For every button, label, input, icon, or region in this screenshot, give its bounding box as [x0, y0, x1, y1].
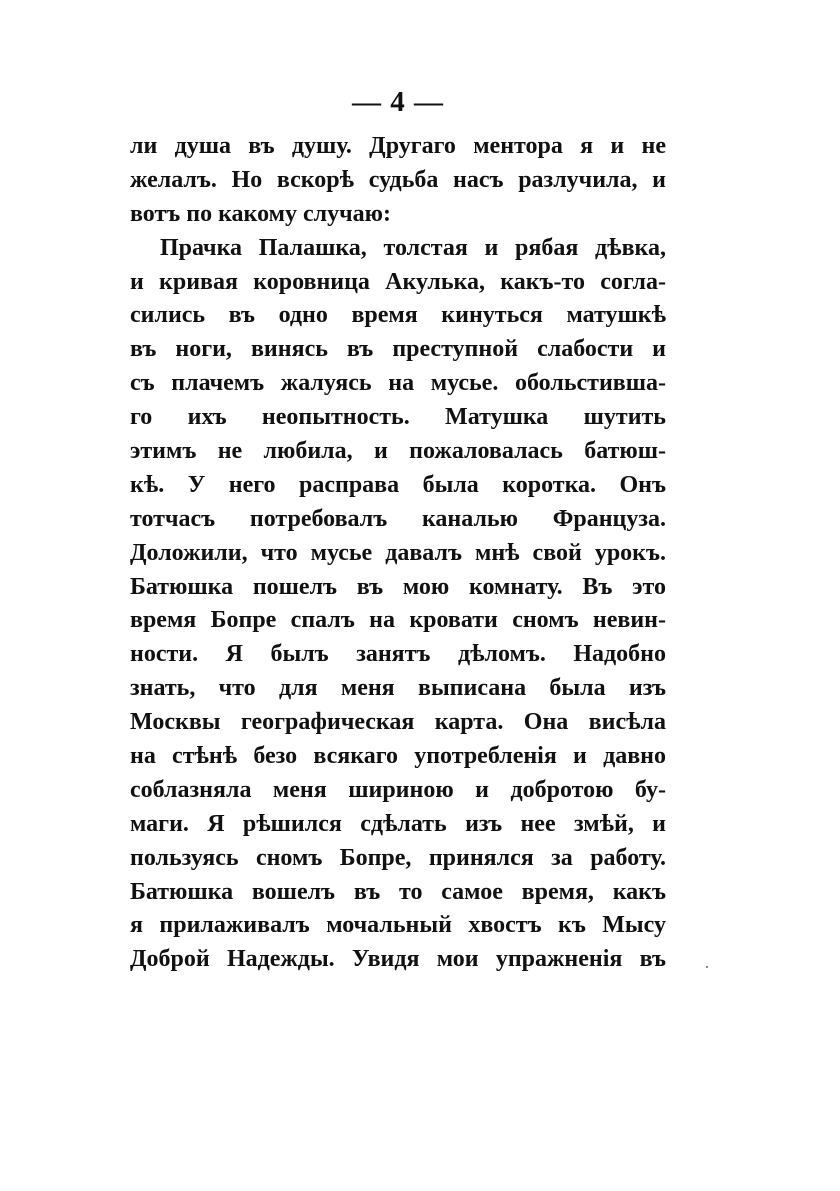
- text-line: и кривая коровница Акулька, какъ-то согла-: [130, 268, 666, 295]
- text-line: ности. Я былъ занятъ дѣломъ. Надобно: [130, 641, 666, 668]
- text-line: соблазняла меня шириною и добротою бу-: [130, 776, 666, 803]
- text-line: время Бопре спалъ на кровати сномъ невин-: [130, 607, 666, 634]
- text-line: вотъ по какому случаю:: [130, 200, 391, 227]
- text-line: ли душа въ душу. Другаго ментора я и не: [130, 133, 666, 159]
- text-line: Доброй Надежды. Увидя мои упражненія въ: [130, 946, 666, 973]
- text-line: Москвы географическая карта. Она висѣла: [130, 709, 666, 736]
- body-text: [130, 130, 666, 977]
- text-line: Батюшка вошелъ въ то самое время, какъ: [130, 878, 666, 905]
- text-line: въ ноги, винясь въ преступной слабости и: [130, 336, 666, 363]
- text-line: сились въ одно время кинуться матушкѣ: [130, 302, 666, 329]
- text-line: съ плачемъ жалуясь на мусье. обольстивша-: [130, 370, 666, 397]
- text-line: Батюшка пошелъ въ мою комнату. Въ это: [130, 573, 666, 600]
- text-line: Доложили, что мусье давалъ мнѣ свой урокъ.: [130, 539, 666, 566]
- text-line: я прилаживалъ мочальный хвостъ къ Мысу: [130, 912, 666, 939]
- text-line: тотчасъ потребовалъ каналью Француза.: [130, 505, 666, 532]
- text-line: Прачка Палашка, толстая и рябая дѣвка,: [160, 234, 666, 261]
- text-line: кѣ. У него расправа была коротка. Онъ: [130, 471, 666, 498]
- page-number: — 4 —: [352, 86, 444, 118]
- text-line: знать, что для меня выписана была изъ: [130, 675, 666, 702]
- text-line: на стѣнѣ безо всякаго употребленія и давно: [130, 743, 666, 770]
- text-line: пользуясь сномъ Бопре, принялся за работу.: [130, 844, 666, 871]
- text-line: желалъ. Но вскорѣ судьба насъ разлучила, и: [130, 166, 666, 193]
- margin-speck: [706, 966, 708, 968]
- text-line: го ихъ неопытность. Матушка шутить: [130, 404, 666, 431]
- text-line: маги. Я рѣшился сдѣлать изъ нее змѣй, и: [130, 810, 666, 837]
- text-line: этимъ не любила, и пожаловалась батюш-: [130, 438, 666, 465]
